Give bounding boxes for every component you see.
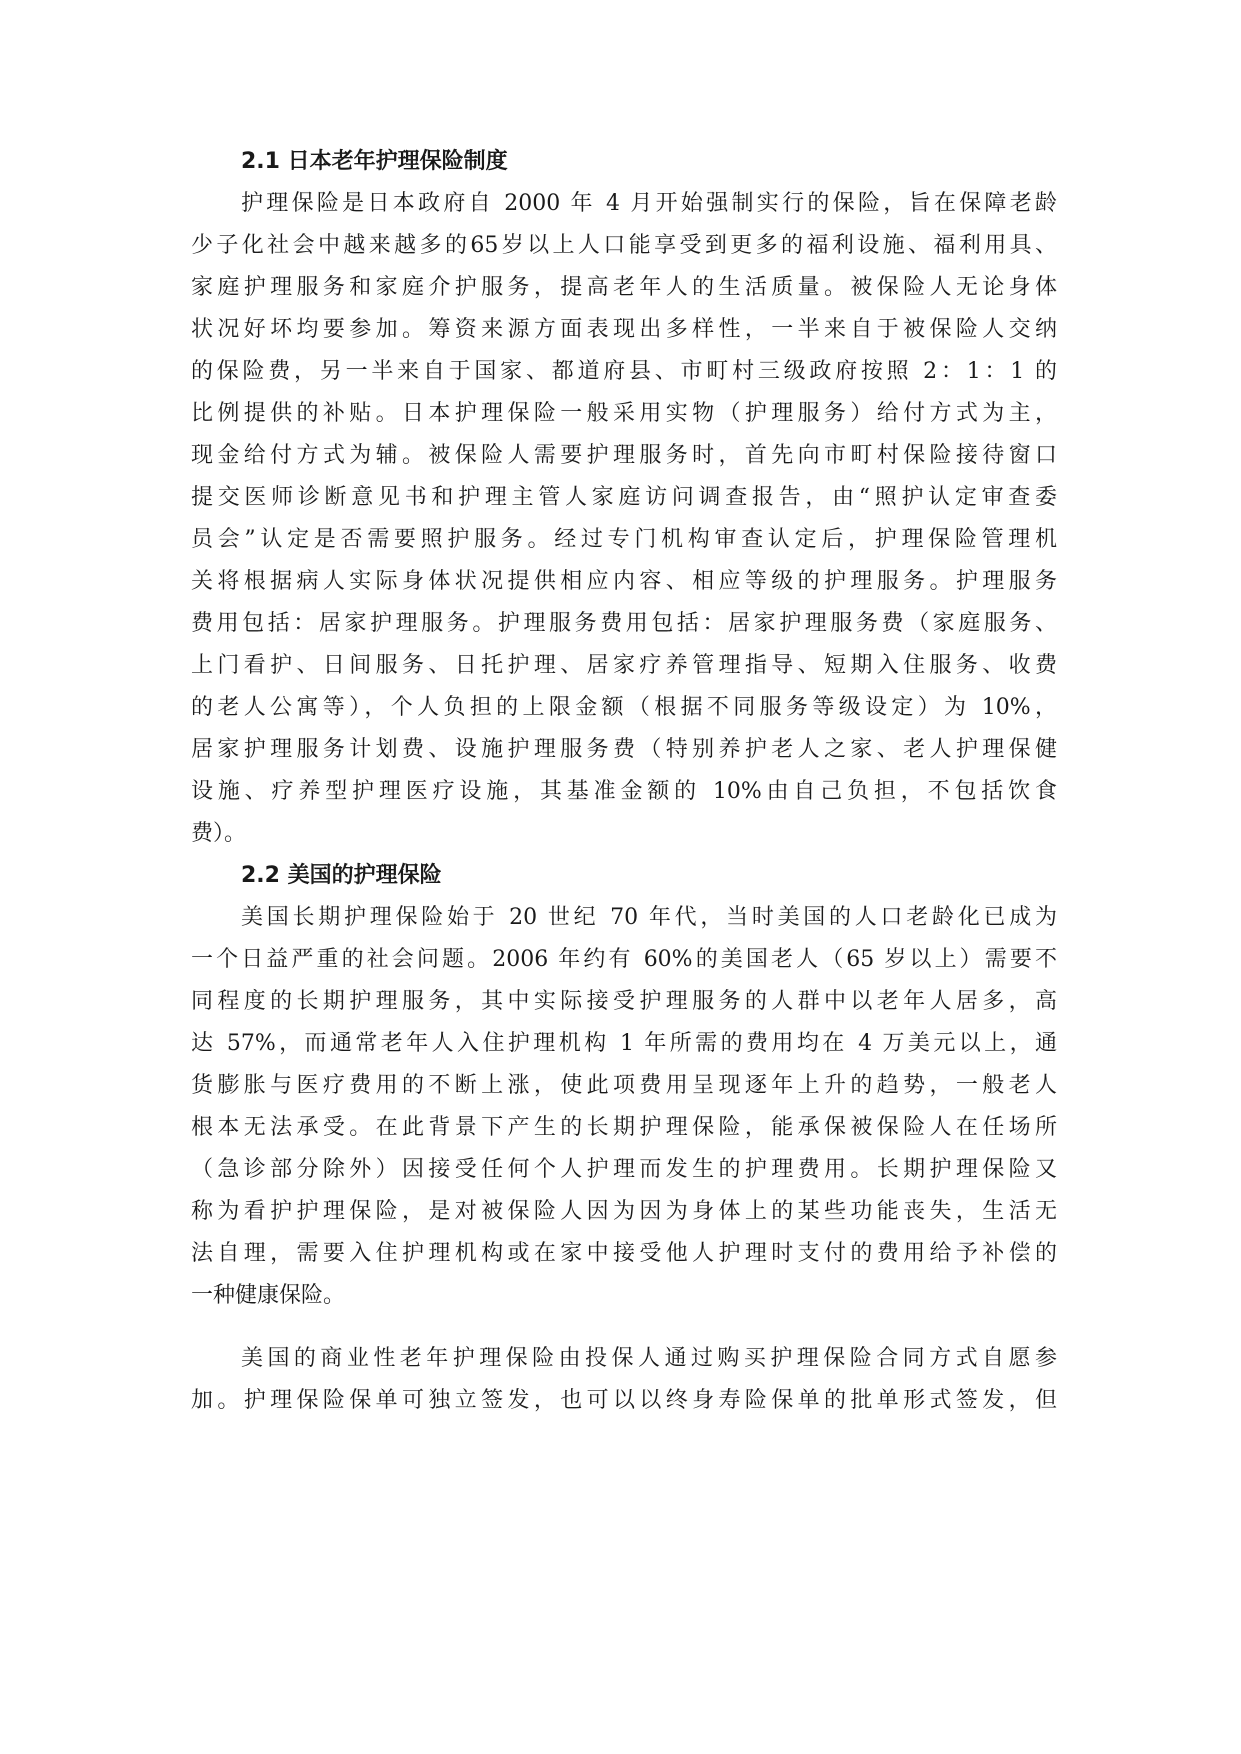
text-line: 法自理，需要入住护理机构或在家中接受他人护理时支付的费用给予补偿的 bbox=[191, 1241, 1057, 1266]
text-line: 美国的商业性老年护理保险由投保人通过购买护理保险合同方式自愿参 bbox=[241, 1346, 1057, 1371]
text-line: （急诊部分除外）因接受任何个人护理而发生的护理费用。长期护理保险又 bbox=[191, 1157, 1057, 1182]
text-line: 美国长期护理保险始于 20 世纪 70 年代，当时美国的人口老龄化已成为 bbox=[241, 905, 1057, 930]
text-line: 称为看护护理保险，是对被保险人因为因为身体上的某些功能丧失，生活无 bbox=[191, 1199, 1057, 1224]
text-line: 员会”认定是否需要照护服务。经过专门机构审查认定后，护理保险管理机 bbox=[191, 527, 1057, 552]
text-line: 上门看护、日间服务、日托护理、居家疗养管理指导、短期入住服务、收费 bbox=[191, 653, 1057, 678]
paragraph-us-long-term-care bbox=[191, 897, 1057, 1317]
text-line: 根本无法承受。在此背景下产生的长期护理保险，能承保被保险人在任场所 bbox=[191, 1115, 1057, 1140]
text-line: 的老人公寓等），个人负担的上限金额（根据不同服务等级设定）为 10%， bbox=[191, 695, 1057, 720]
text-line: 提交医师诊断意见书和护理主管人家庭访问调查报告，由“照护认定审查委 bbox=[191, 485, 1057, 510]
text-line: 少子化社会中越来越多的65岁以上人口能享受到更多的福利设施、福利用具、 bbox=[191, 233, 1057, 258]
section-heading-2-2: 2.2 美国的护理保险 bbox=[241, 863, 442, 888]
text-line: 状况好坏均要参加。筹资来源方面表现出多样性，一半来自于被保险人交纳 bbox=[191, 317, 1057, 342]
paragraph-spacing bbox=[191, 1317, 1057, 1338]
text-line: 加。护理保险保单可独立签发，也可以以终身寿险保单的批单形式签发，但 bbox=[191, 1388, 1057, 1413]
text-line: 设施、疗养型护理医疗设施，其基准金额的 10%由自己负担，不包括饮食 bbox=[191, 779, 1057, 804]
text-line: 费）。 bbox=[191, 821, 247, 846]
text-line: 现金给付方式为辅。被保险人需要护理服务时，首先向市町村保险接待窗口 bbox=[191, 443, 1057, 468]
text-line: 达 57%，而通常老年人入住护理机构 1 年所需的费用均在 4 万美元以上，通 bbox=[191, 1031, 1057, 1056]
text-line: 同程度的长期护理服务，其中实际接受护理服务的人群中以老年人居多，高 bbox=[191, 989, 1057, 1014]
paragraph-us-commercial-care bbox=[191, 1338, 1057, 1422]
text-line: 护理保险是日本政府自 2000 年 4 月开始强制实行的保险，旨在保障老龄 bbox=[241, 191, 1057, 216]
text-line: 家庭护理服务和家庭介护服务，提高老年人的生活质量。被保险人无论身体 bbox=[191, 275, 1057, 300]
paragraph-japan-care-insurance bbox=[191, 183, 1057, 855]
document-page bbox=[191, 141, 1057, 1422]
text-line: 的保险费，另一半来自于国家、都道府县、市町村三级政府按照 2：1：1 的 bbox=[191, 359, 1057, 384]
text-line: 关将根据病人实际身体状况提供相应内容、相应等级的护理服务。护理服务 bbox=[191, 569, 1057, 594]
text-line: 货膨胀与医疗费用的不断上涨，使此项费用呈现逐年上升的趋势，一般老人 bbox=[191, 1073, 1057, 1098]
text-line: 费用包括：居家护理服务。护理服务费用包括：居家护理服务费（家庭服务、 bbox=[191, 611, 1057, 636]
section-heading-2-1: 2.1 日本老年护理保险制度 bbox=[241, 149, 508, 174]
text-line: 比例提供的补贴。日本护理保险一般采用实物（护理服务）给付方式为主， bbox=[191, 401, 1057, 426]
text-line: 一个日益严重的社会问题。2006 年约有 60%的美国老人（65 岁以上）需要不 bbox=[191, 947, 1057, 972]
text-line: 居家护理服务计划费、设施护理服务费（特别养护老人之家、老人护理保健 bbox=[191, 737, 1057, 762]
text-line: 一种健康保险。 bbox=[191, 1283, 346, 1308]
